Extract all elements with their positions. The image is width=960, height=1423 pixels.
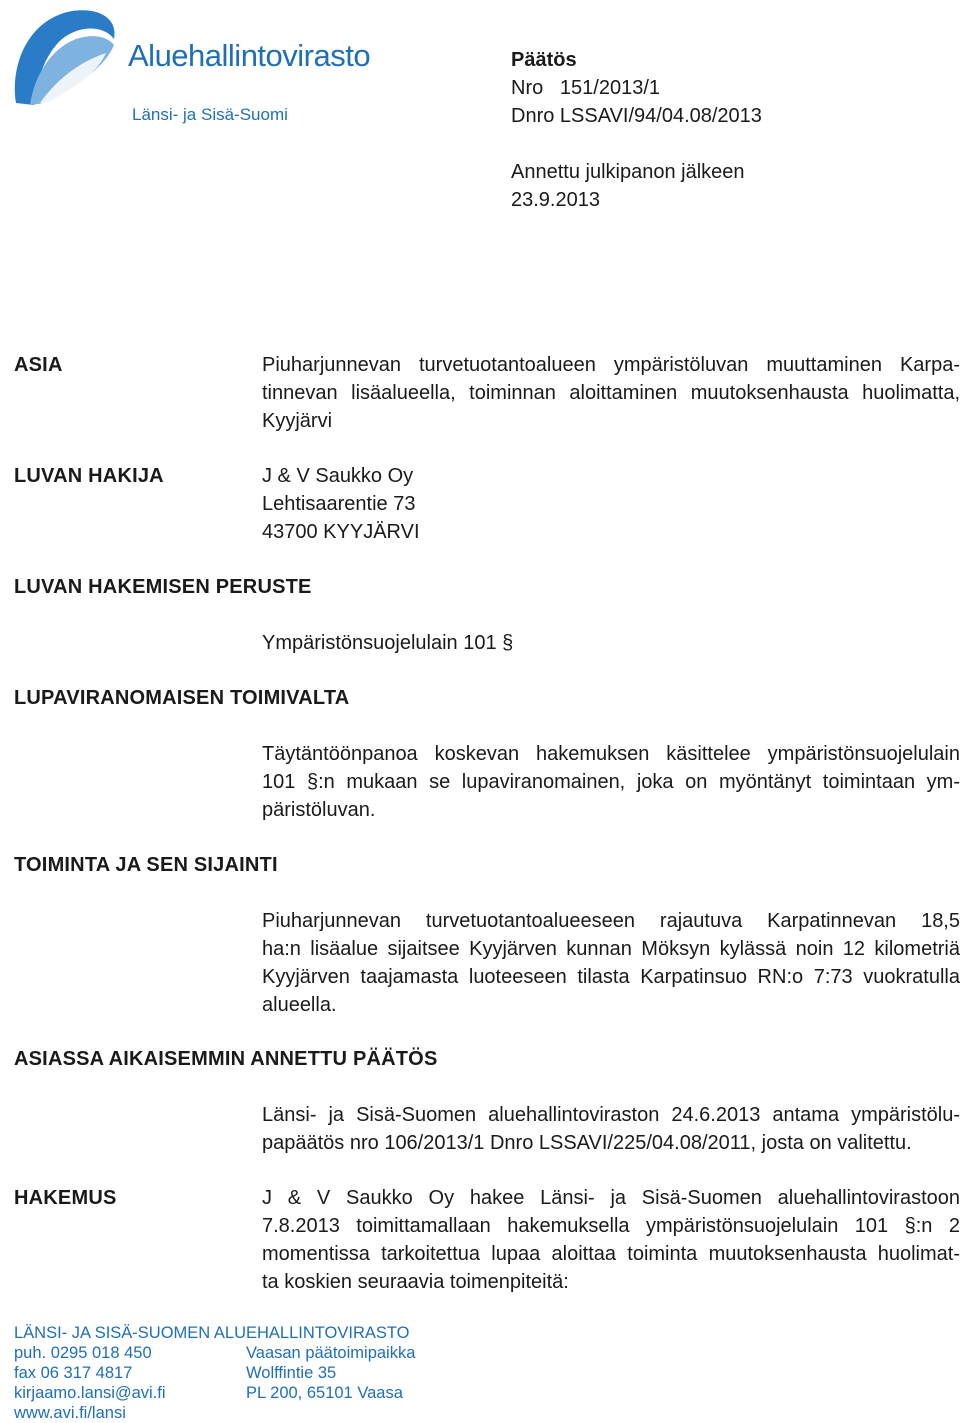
text-line: momentissa tarkoitettua lupaa aloittaa toiminta muutoksenhausta huolimat- — [262, 1243, 960, 1265]
text-line: J & V Saukko Oy hakee Länsi- ja Sisä-Suomen aluehallintovirastoon — [262, 1187, 960, 1209]
text-line: Kyyjärven taajamasta luoteeseen tilasta Karpatinsuo RN:o 7:73 vuokratulla — [262, 966, 960, 988]
avi-logo-icon — [10, 5, 122, 109]
footer-phone: puh. 0295 018 450 — [14, 1344, 152, 1362]
region-name: Länsi- ja Sisä-Suomi — [132, 105, 288, 124]
record-number: Dnro LSSAVI/94/04.08/2013 — [511, 105, 762, 127]
decision-number: Nro 151/2013/1 — [511, 77, 660, 99]
section-body-toimivalta — [262, 740, 960, 824]
footer-contact — [14, 1343, 166, 1423]
text-line: ha:n lisäalue sijaitsee Kyyjärven kunnan Möksyn kylässä noin 12 kilometriä — [262, 938, 960, 960]
section-body-hakija — [262, 462, 960, 546]
text-line: 7.8.2013 toimittamallaan hakemuksella ympäristönsuojelulain 101 §:n 2 — [262, 1215, 960, 1237]
doc-type: Päätös — [511, 49, 577, 71]
given-label: Annettu julkipanon jälkeen — [511, 161, 745, 183]
section-label-toimivalta: LUPAVIRANOMAISEN TOIMIVALTA — [14, 687, 350, 709]
applicant-name: J & V Saukko Oy — [262, 465, 414, 487]
section-label-peruste: LUVAN HAKEMISEN PERUSTE — [14, 576, 312, 598]
decision-meta — [511, 46, 762, 130]
section-body-asia — [262, 351, 960, 435]
applicant-street: Lehtisaarentie 73 — [262, 493, 416, 515]
text-line: Piuharjunnevan turvetuotantoalueen ympäristöluvan muuttaminen Karpa- — [262, 354, 960, 376]
section-label-aiempi: ASIASSA AIKAISEMMIN ANNETTU PÄÄTÖS — [14, 1048, 438, 1070]
text-line: ta koskien seuraavia toimenpiteitä: — [262, 1271, 569, 1293]
footer-org: LÄNSI- JA SISÄ-SUOMEN ALUEHALLINTOVIRASTO — [14, 1324, 410, 1342]
given-info — [511, 158, 745, 214]
section-body-toiminta — [262, 907, 960, 1019]
text-line: tinnevan lisäalueella, toiminnan aloittaminen muutoksenhausta huolimatta, — [262, 382, 960, 404]
section-label-toiminta: TOIMINTA JA SEN SIJAINTI — [14, 854, 278, 876]
section-label-asia: ASIA — [14, 354, 63, 376]
footer-fax: fax 06 317 4817 — [14, 1364, 133, 1382]
section-body-peruste — [262, 629, 960, 657]
section-body-aiempi — [262, 1101, 960, 1157]
text-line: papäätös nro 106/2013/1 Dnro LSSAVI/225/04.08/2011, josta on valitettu. — [262, 1132, 912, 1154]
text-line: 101 §:n mukaan se lupaviranomainen, joka on myöntänyt toimintaan ym- — [262, 771, 960, 793]
footer-street: Wolffintie 35 — [246, 1364, 337, 1382]
text-line: päristöluvan. — [262, 799, 376, 821]
text-line: Ympäristönsuojelulain 101 § — [262, 632, 514, 654]
given-date: 23.9.2013 — [511, 189, 600, 211]
section-body-hakemus — [262, 1184, 960, 1296]
text-line: Piuharjunnevan turvetuotantoalueeseen rajautuva Karpatinnevan 18,5 — [262, 910, 960, 932]
applicant-city: 43700 KYYJÄRVI — [262, 521, 420, 543]
text-line: Kyyjärvi — [262, 410, 333, 432]
text-line: alueella. — [262, 994, 337, 1016]
footer-web[interactable]: www.avi.fi/lansi — [14, 1404, 126, 1422]
footer-address — [246, 1343, 415, 1403]
text-line: Länsi- ja Sisä-Suomen aluehallintoviraston 24.6.2013 antama ympäristölu- — [262, 1104, 960, 1126]
footer-office: Vaasan päätoimipaikka — [246, 1344, 416, 1362]
org-name: Aluehallintovirasto — [128, 38, 371, 73]
text-line: Täytäntöönpanoa koskevan hakemuksen käsittelee ympäristönsuojelulain — [262, 743, 960, 765]
footer-po: PL 200, 65101 Vaasa — [246, 1384, 403, 1402]
section-label-hakemus: HAKEMUS — [14, 1187, 117, 1209]
footer-email[interactable]: kirjaamo.lansi@avi.fi — [14, 1384, 166, 1402]
section-label-hakija: LUVAN HAKIJA — [14, 465, 164, 487]
